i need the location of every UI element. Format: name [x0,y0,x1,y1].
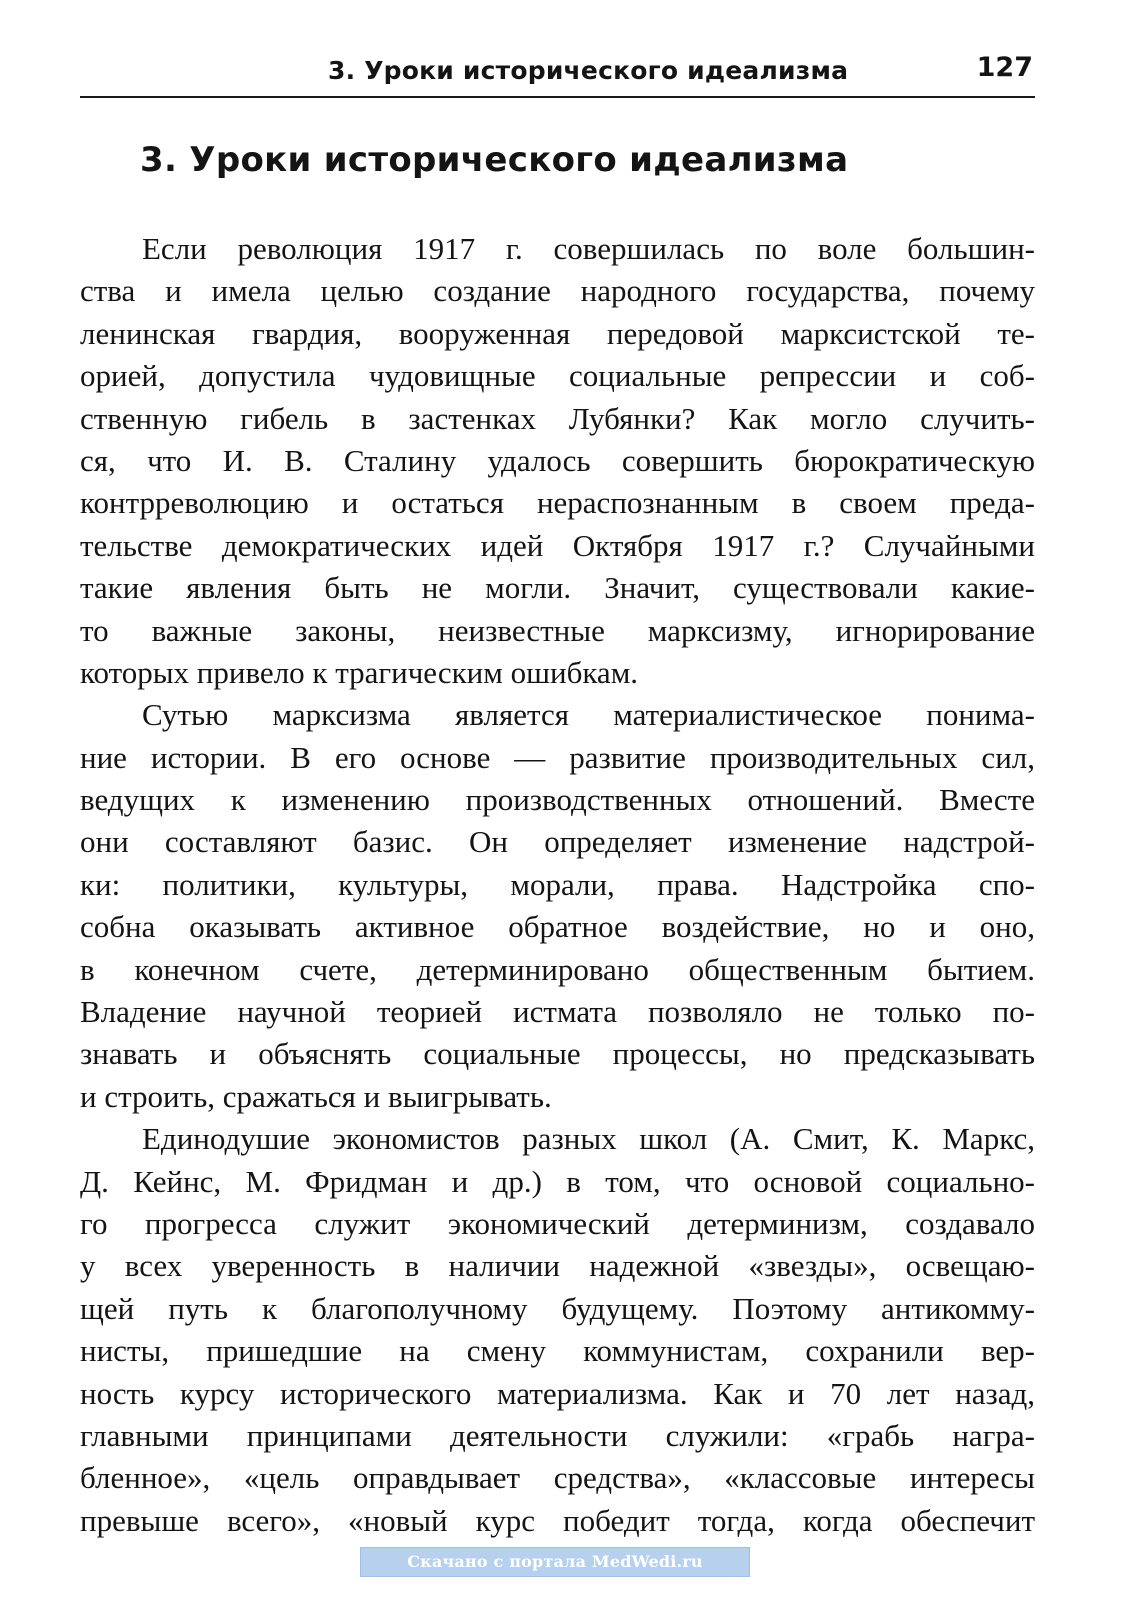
text-line: ведущих к изменению производственных отношений. Вместе [80,782,1035,818]
text-line: Единодушие экономистов разных школ (А. Смит, К. Маркс, [142,1121,1035,1157]
text-line: щей путь к благополучному будущему. Поэтому антикомму- [80,1290,1035,1326]
text-line: то важные законы, неизвестные марксизму, игнорирование [80,612,1035,648]
text-line: контрреволюцию и остаться нераспознанным в своем преда- [80,485,1035,521]
text-line: Владение научной теорией истмата позволяло не только по- [80,994,1035,1030]
text-line: го прогресса служит экономический детерминизм, создавало [80,1205,1035,1241]
text-line: ность курсу исторического материализма. Как и 70 лет назад, [80,1375,1035,1411]
text-line: ленинская гвардия, вооруженная передовой марксистской те- [80,315,1035,351]
paragraph-3 [80,1118,1035,1542]
text-line: они составляют базис. Он определяет изменение надстрой- [80,824,1035,860]
paragraph-2 [80,694,1035,1118]
text-line: орией, допустила чудовищные социальные репрессии и соб- [80,358,1035,394]
text-line: ки: политики, культуры, морали, права. Надстройка спо- [80,866,1035,902]
body-text [80,228,1035,1542]
text-line: которых привело к трагическим ошибкам. [80,654,639,690]
text-line: ние истории. В его основе — развитие производительных сил, [80,739,1035,775]
text-line: превыше всего», «новый курс победит тогда, когда обеспечит [80,1502,1035,1538]
running-head [80,50,1035,98]
text-line: Сутью марксизма является материалистическое понима- [142,697,1035,733]
text-line: главными принципами деятельности служили: «грабь награ- [80,1417,1035,1453]
text-line: знавать и объяснять социальные процессы, но предсказывать [80,1036,1035,1072]
text-line: ся, что И. В. Сталину удалось совершить бюрократическую [80,442,1035,478]
section-heading: 3. Уроки исторического идеализма [140,140,849,180]
text-line: нисты, пришедшие на смену коммунистам, сохранили вер- [80,1333,1035,1369]
watermark-link[interactable]: Скачано с портала MedWedi.ru [360,1547,750,1577]
text-line: такие явления быть не могли. Значит, существовали какие- [80,570,1035,606]
page-number: 127 [976,52,1033,83]
text-line: у всех уверенность в наличии надежной «звезды», освещаю- [80,1248,1035,1284]
text-line: бленное», «цель оправдывает средства», «классовые интересы [80,1460,1035,1496]
text-line: Если революция 1917 г. совершилась по воле большин- [142,231,1035,266]
running-head-title: 3. Уроки исторического идеализма [328,56,849,85]
paragraph-1 [80,228,1035,694]
text-line: Д. Кейнс, М. Фридман и др.) в том, что основой социально- [80,1163,1035,1199]
text-line: и строить, сражаться и выигрывать. [80,1078,552,1114]
text-line: ства и имела целью создание народного государства, почему [80,273,1035,309]
text-line: в конечном счете, детерминировано общественным бытием. [80,951,1035,987]
text-line: тельстве демократических идей Октября 1917 г.? Случайными [80,527,1035,563]
text-line: собна оказывать активное обратное воздействие, но и оно, [80,909,1035,945]
text-line: ственную гибель в застенках Лубянки? Как могло случить- [80,400,1035,436]
